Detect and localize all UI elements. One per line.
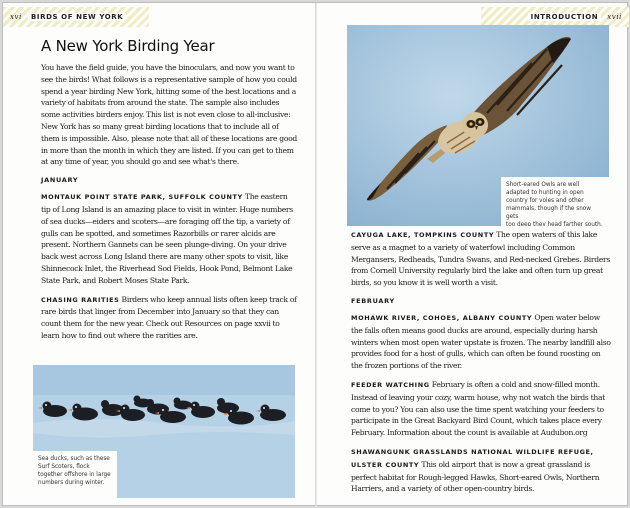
entry-feeder-watching (351, 379, 613, 439)
entry-mohawk-river (351, 312, 613, 372)
sea-ducks-photo (33, 365, 295, 498)
right-page-body (351, 229, 613, 502)
left-page-body (41, 37, 297, 349)
intro-paragraph: You have the field guide, you have the binoculars, and now you want to see the birds! What follows is a representative sample of how you could spend a year birding New York, hitting some of the best locations and a variety of habitats from around the state. The sample also includes some activities birders enjoy. This list is not even close to all-inclusive: New York has so many great birding locations that to include all of them is impossible. Also, please note that all of these locations are good in more than the month in which they are listed. If you can get to them at any time of year, you should go and see what's there. (41, 63, 297, 167)
month-heading-january: JANUARY (41, 176, 79, 185)
entry-chasing-rarities (41, 294, 297, 342)
entry-lead: MONTAUK POINT STATE PARK, SUFFOLK COUNTY (41, 193, 243, 202)
left-page (3, 3, 316, 507)
running-head-left (10, 9, 126, 25)
entry-lead: CHASING RARITIES (41, 295, 120, 304)
page-title: A New York Birding Year (41, 37, 215, 55)
caption-line: numbers during winter. (38, 480, 105, 486)
entry-text: Open water below the falls often means good ducks are around, especially during harsh winters when most open water upstate is frozen. The nearby landfill also provides food for a host of gulls, which can often be found roosting on the frozen portions of the river. (351, 312, 611, 371)
entry-lead: SHAWANGUNK GRASSLANDS NATIONAL WILDLIFE REFUGE, ULSTER COUNTY (351, 447, 594, 469)
entry-lead: MOHAWK RIVER, COHOES, ALBANY COUNTY (351, 313, 533, 322)
entry-lead: FEEDER WATCHING (351, 380, 430, 389)
entry-shawangunk (351, 446, 613, 495)
caption-line: Surf Scoters, flock (38, 464, 90, 470)
caption-line: country for voles and other (506, 198, 584, 204)
entry-montauk (41, 191, 297, 286)
entry-text: The eastern tip of Long Island is an amazing place to visit in winter. Huge numbers of sea ducks—eiders and scoters—are foraging off the tip, a variety of gulls can be spotted, and sometimes Razorbills or rarer alcids are present. Northern Gannets can be seen plunge-diving. On your drive back west across Long Island there are many other spots to visit, like Shinnecock Inlet, the Riverhead Sod Fields, Hook Pond, Belmont Lake State Park, and Robert Moses State Park. (41, 192, 293, 285)
book-spread (2, 2, 628, 506)
caption-line: Short-eared Owls are well (506, 182, 580, 188)
entry-text: Birders who keep annual lists often keep track of rare birds that linger from December into January so that they can count them for the new year. Check out Resources on page xxvii to learn how to find out where the rarities are. (41, 294, 297, 340)
entry-lead: CAYUGA LAKE, TOMPKINS COUNTY (351, 231, 495, 239)
entry-cayuga-lake (351, 229, 613, 289)
caption-line: together offshore in large (38, 472, 111, 478)
short-eared-owl-photo (347, 25, 609, 226)
caption-line: adapted to hunting in open (506, 190, 584, 196)
running-head-right-text: INTRODUCTION (528, 13, 602, 21)
running-head-right (528, 9, 622, 25)
caption-line: too deep they head farther south. (506, 222, 603, 226)
entry-text: The open waters of this lake serve as a magnet to a variety of waterfowl including Common Mergansers, Redheads, Tundra Swans, and Red-necked Grebes. Birders from Cornell University regularly bird the lake and often turn up great birds, so you know it is well worth a visit. (351, 230, 610, 288)
page-number-left: xvi (10, 13, 22, 21)
owl-photo-caption (501, 177, 609, 226)
month-heading-february: FEBRUARY (351, 296, 395, 305)
caption-line: mammals, though if the snow gets (506, 206, 591, 220)
caption-line: Sea ducks, such as these (38, 456, 110, 462)
entry-text: February is often a cold and snow-filled month. Instead of leaving your cozy, warm house, why not watch the birds that come to you? You can also use the time spent watching your feeders to participate in the Great Backyard Bird Count, which takes place every February. Information about the count is available at Audubon.org (351, 379, 605, 438)
right-page (317, 3, 629, 507)
ducks-photo-caption (33, 451, 117, 498)
running-head-left-text: BIRDS OF NEW YORK (28, 13, 126, 21)
entry-text: This old airport that is now a great grassland is perfect habitat for Rough-legged Hawks, Short-eared Owls, Northern Harriers, and a variety of other open-country birds. (351, 459, 600, 494)
page-number-right: xvii (607, 13, 622, 21)
